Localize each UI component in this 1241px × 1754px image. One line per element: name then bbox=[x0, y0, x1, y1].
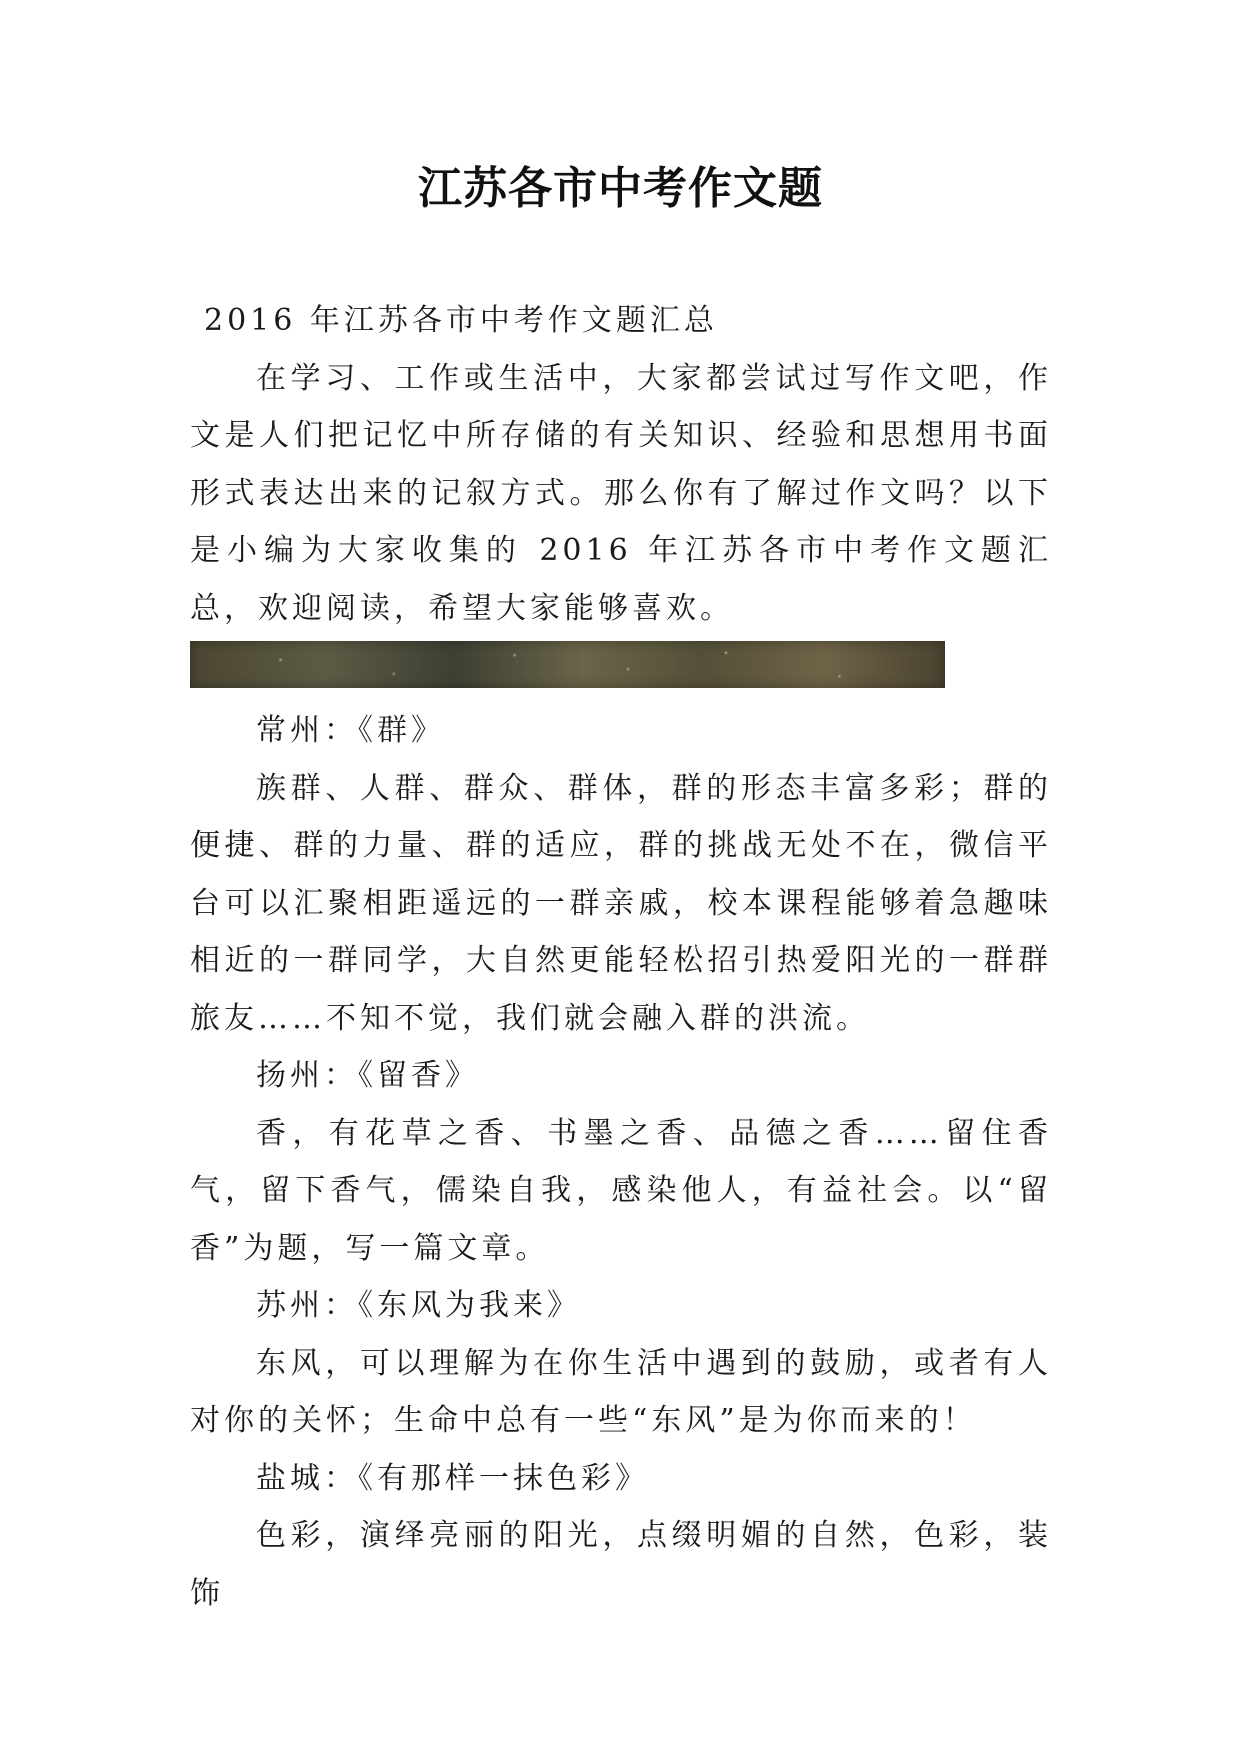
section-heading: 常州：《群》 bbox=[256, 713, 445, 748]
section-heading: 盐城：《有那样一抹色彩》 bbox=[256, 1460, 649, 1496]
section-heading: 苏州：《东风为我来》 bbox=[256, 1288, 581, 1323]
section-body: 香，有花草之香、书墨之香、品德之香……留住香气，留下香气，儒染自我，感染他人，有益社会。以“留香”为题，写一篇文章。 bbox=[190, 1115, 1052, 1266]
intro-paragraph: 在学习、工作或生活中，大家都尝试过写作文吧，作文是人们把记忆中所存储的有关知识、经验和思想用书面形式表达出来的记叙方式。那么你有了解过作文吗？以下是小编为大家收集的 2016 年江苏各市中考作文题汇总，欢迎阅读，希望大家能够喜欢。 bbox=[190, 360, 1052, 626]
document-subtitle: 2016 年江苏各市中考作文题汇总 bbox=[204, 303, 718, 338]
document-body bbox=[190, 292, 1052, 1622]
section-body: 族群、人群、群众、群体，群的形态丰富多彩；群的便捷、群的力量、群的适应，群的挑战无处不在，微信平台可以汇聚相距遥远的一群亲戚，校本课程能够着急趣味相近的一群同学，大自然更能轻松招引热爱阳光的一群群旅友……不知不觉，我们就会融入群的洪流。 bbox=[190, 770, 1052, 1036]
section-body: 色彩，演绎亮丽的阳光，点缀明媚的自然，色彩，装饰 bbox=[190, 1518, 1052, 1611]
decorative-banner-image bbox=[190, 641, 945, 688]
section-body: 东风，可以理解为在你生活中遇到的鼓励，或者有人对你的关怀；生命中总有一些“东风”是为你而来的！ bbox=[190, 1345, 1052, 1438]
section-heading: 扬州：《留香》 bbox=[256, 1058, 479, 1093]
document-title: 江苏各市中考作文题 bbox=[418, 163, 823, 214]
